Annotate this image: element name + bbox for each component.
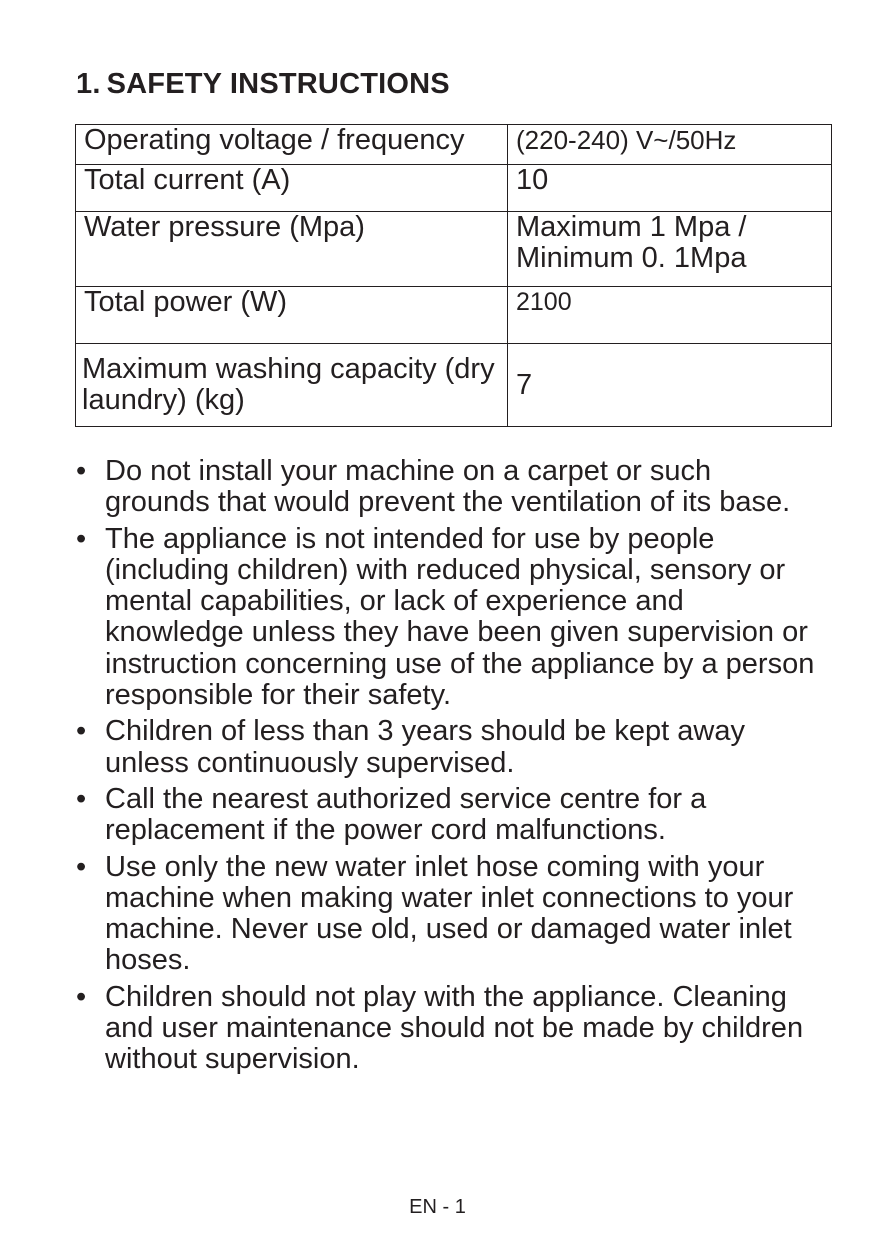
bullet-icon: •	[76, 782, 87, 815]
specifications-table	[75, 124, 832, 427]
list-item	[76, 716, 816, 779]
spec-label: Total power (W)	[76, 287, 508, 344]
spec-value: (220-240) V~/50Hz	[508, 125, 832, 165]
instruction-text: Children of less than 3 years should be kept away unless continuously supervised.	[105, 715, 745, 779]
instruction-text: Call the nearest authorized service centre for a replacement if the power cord malfunctions.	[105, 782, 707, 847]
spec-row-water-pressure	[76, 212, 832, 287]
spec-value: 2100	[508, 287, 832, 344]
list-item	[76, 982, 816, 1076]
spec-value: Maximum 1 Mpa / Minimum 0. 1Mpa	[508, 212, 832, 287]
instruction-text: Use only the new water inlet hose coming with your machine when making water inlet connections to your machine. Never use old, used or damaged water inlet hoses.	[105, 850, 794, 977]
spec-row-current	[76, 165, 832, 212]
bullet-icon: •	[76, 455, 87, 487]
bullet-icon: •	[76, 850, 87, 883]
spec-row-voltage	[76, 125, 832, 165]
spec-label: Maximum washing capacity (dry laundry) (kg)	[76, 344, 508, 427]
instruction-text: The appliance is not intended for use by people (including children) with reduced physical, sensory or mental capabilities, or lack of experience and knowledge unless they have been given supervision or instruction concerning use of the appliance by a person responsible for their safety.	[105, 522, 815, 712]
spec-value: 7	[508, 344, 832, 427]
spec-label: Operating voltage / frequency	[76, 125, 508, 165]
instruction-text: Do not install your machine on a carpet or such grounds that would prevent the ventilation of its base.	[105, 455, 791, 519]
list-item	[76, 456, 816, 519]
safety-instructions-list	[76, 456, 816, 1081]
spec-row-capacity	[76, 344, 832, 427]
spec-label: Total current (A)	[76, 165, 508, 212]
bullet-icon: •	[76, 522, 87, 555]
bullet-icon: •	[76, 715, 87, 748]
instruction-text: Children should not play with the appliance. Cleaning and user maintenance should not be made by children without supervision.	[105, 980, 804, 1076]
spec-value: 10	[508, 165, 832, 212]
section-number: 1.	[76, 68, 101, 100]
section-title: SAFETY INSTRUCTIONS	[106, 68, 450, 100]
spec-row-power	[76, 287, 832, 344]
spec-label: Water pressure (Mpa)	[76, 212, 508, 287]
list-item	[76, 524, 816, 712]
list-item	[76, 852, 816, 977]
list-item	[76, 784, 816, 847]
bullet-icon: •	[76, 980, 87, 1013]
page-title	[76, 68, 450, 101]
page-number: EN - 1	[409, 1196, 466, 1218]
